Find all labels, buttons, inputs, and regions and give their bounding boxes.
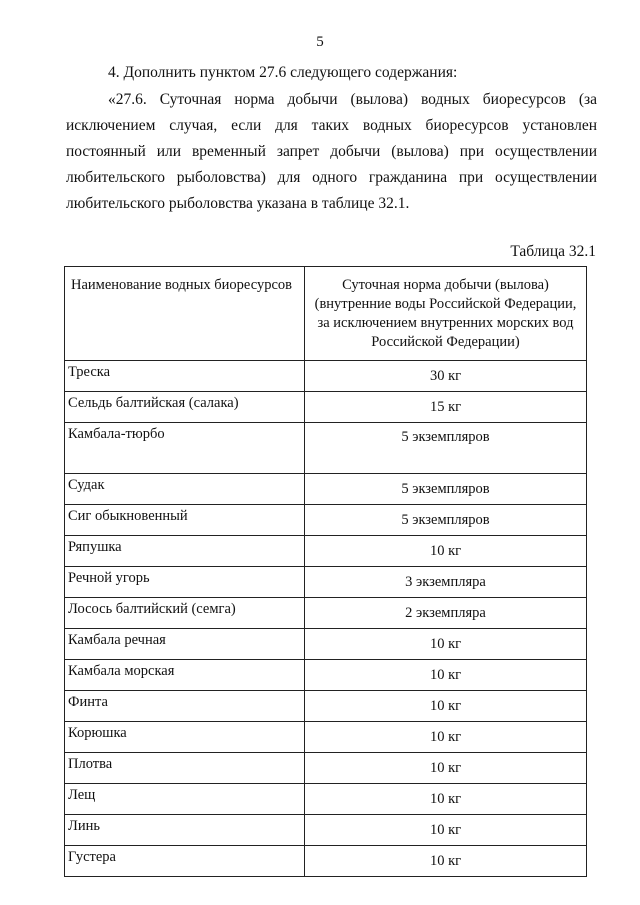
table-caption: Таблица 32.1 <box>510 243 596 260</box>
header-resource-name: Наименование водных биоресурсов <box>65 267 305 361</box>
table-row <box>65 722 587 753</box>
daily-norm-cell: 10 кг <box>305 753 587 784</box>
table-row <box>65 846 587 877</box>
table-header-row <box>65 267 587 361</box>
daily-norm-cell: 30 кг <box>305 361 587 392</box>
table-row <box>65 598 587 629</box>
resource-name-cell: Ряпушка <box>65 536 305 567</box>
table-body <box>65 361 587 877</box>
resource-name-cell: Судак <box>65 474 305 505</box>
resource-name-cell: Густера <box>65 846 305 877</box>
table-row <box>65 505 587 536</box>
daily-norm-cell: 10 кг <box>305 660 587 691</box>
header-daily-norm: Суточная норма добычи (вылова) (внутренние воды Российской Федерации, за исключением внутренних морских вод Российской Федерации) <box>305 267 587 361</box>
daily-norm-cell: 15 кг <box>305 392 587 423</box>
table-row <box>65 423 587 474</box>
table-row <box>65 815 587 846</box>
table-row <box>65 691 587 722</box>
resource-name-cell: Плотва <box>65 753 305 784</box>
table-row <box>65 660 587 691</box>
table-row <box>65 784 587 815</box>
resource-name-cell: Финта <box>65 691 305 722</box>
daily-norm-cell: 10 кг <box>305 815 587 846</box>
daily-norm-cell: 10 кг <box>305 846 587 877</box>
daily-norm-cell: 3 экземпляра <box>305 567 587 598</box>
resource-name-cell: Лосось балтийский (семга) <box>65 598 305 629</box>
paragraph-clause-27-6: «27.6. Суточная норма добычи (вылова) водных биоресурсов (за исключением случая, если для таких водных биоресурсов установлен постоянный или временный запрет добычи (вылова) при осуществлении любительского рыболовства) для одного гражданина при осуществлении любительского рыболовства указана в таблице 32.1. <box>66 91 597 212</box>
resource-name-cell: Камбала-тюрбо <box>65 423 305 474</box>
table-row <box>65 567 587 598</box>
resource-name-cell: Сельдь балтийская (салака) <box>65 392 305 423</box>
daily-norm-cell: 10 кг <box>305 536 587 567</box>
table-row <box>65 753 587 784</box>
table-row <box>65 392 587 423</box>
daily-norm-cell: 5 экземпляров <box>305 474 587 505</box>
resource-name-cell: Сиг обыкновенный <box>65 505 305 536</box>
page-number: 5 <box>316 34 324 50</box>
daily-norm-cell: 10 кг <box>305 784 587 815</box>
daily-norm-cell: 10 кг <box>305 691 587 722</box>
table-row <box>65 629 587 660</box>
resource-name-cell: Речной угорь <box>65 567 305 598</box>
resource-name-cell: Линь <box>65 815 305 846</box>
resource-name-cell: Треска <box>65 361 305 392</box>
resource-name-cell: Камбала речная <box>65 629 305 660</box>
catch-norm-table <box>64 266 587 877</box>
table-row <box>65 536 587 567</box>
daily-norm-cell: 5 экземпляров <box>305 505 587 536</box>
daily-norm-cell: 5 экземпляров <box>305 423 587 474</box>
daily-norm-cell: 10 кг <box>305 629 587 660</box>
daily-norm-cell: 2 экземпляра <box>305 598 587 629</box>
daily-norm-cell: 10 кг <box>305 722 587 753</box>
table-row <box>65 361 587 392</box>
resource-name-cell: Лещ <box>65 784 305 815</box>
table-row <box>65 474 587 505</box>
resource-name-cell: Камбала морская <box>65 660 305 691</box>
paragraph-amendment: 4. Дополнить пунктом 27.6 следующего содержания: <box>108 64 458 81</box>
resource-name-cell: Корюшка <box>65 722 305 753</box>
